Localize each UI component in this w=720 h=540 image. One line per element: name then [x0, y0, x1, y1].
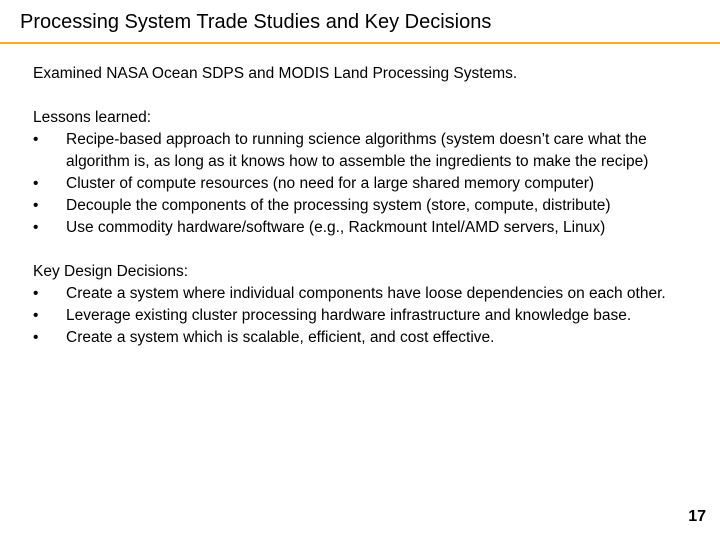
bullet-icon: • [33, 329, 39, 346]
slide-title: Processing System Trade Studies and Key Decisions [20, 11, 492, 33]
lesson-item-text: Decouple the components of the processing system (store, compute, distribute) [66, 197, 611, 214]
slide-body [33, 63, 703, 349]
bullet-icon: • [33, 131, 39, 148]
decision-item-text: Create a system where individual components have loose dependencies on each other. [66, 285, 666, 302]
bullet-icon: • [33, 175, 39, 192]
decision-item [33, 305, 703, 327]
decision-item [33, 327, 703, 349]
decision-item [33, 283, 703, 305]
lesson-item-text: Recipe-based approach to running science algorithms (system doesn’t care what the algorithm is, as long as it knows how to assemble the ingredients to make the recipe) [66, 131, 649, 170]
decision-item-text: Leverage existing cluster processing hardware infrastructure and knowledge base. [66, 307, 632, 324]
lesson-item [33, 195, 703, 217]
page-number: 17 [688, 508, 706, 525]
title-underline [0, 42, 720, 44]
decision-item-text: Create a system which is scalable, efficient, and cost effective. [66, 329, 495, 346]
intro-text: Examined NASA Ocean SDPS and MODIS Land Processing Systems. [33, 65, 518, 82]
lessons-heading: Lessons learned: [33, 109, 152, 126]
bullet-icon: • [33, 307, 39, 324]
bullet-icon: • [33, 197, 39, 214]
lesson-item-text: Cluster of compute resources (no need for a large shared memory computer) [66, 175, 595, 192]
spacer [33, 239, 703, 261]
lesson-item [33, 217, 703, 239]
lesson-item-text: Use commodity hardware/software (e.g., Rackmount Intel/AMD servers, Linux) [66, 219, 606, 236]
spacer [33, 85, 703, 107]
bullet-icon: • [33, 219, 39, 236]
decisions-heading: Key Design Decisions: [33, 263, 189, 280]
lesson-item [33, 129, 703, 173]
bullet-icon: • [33, 285, 39, 302]
lesson-item [33, 173, 703, 195]
